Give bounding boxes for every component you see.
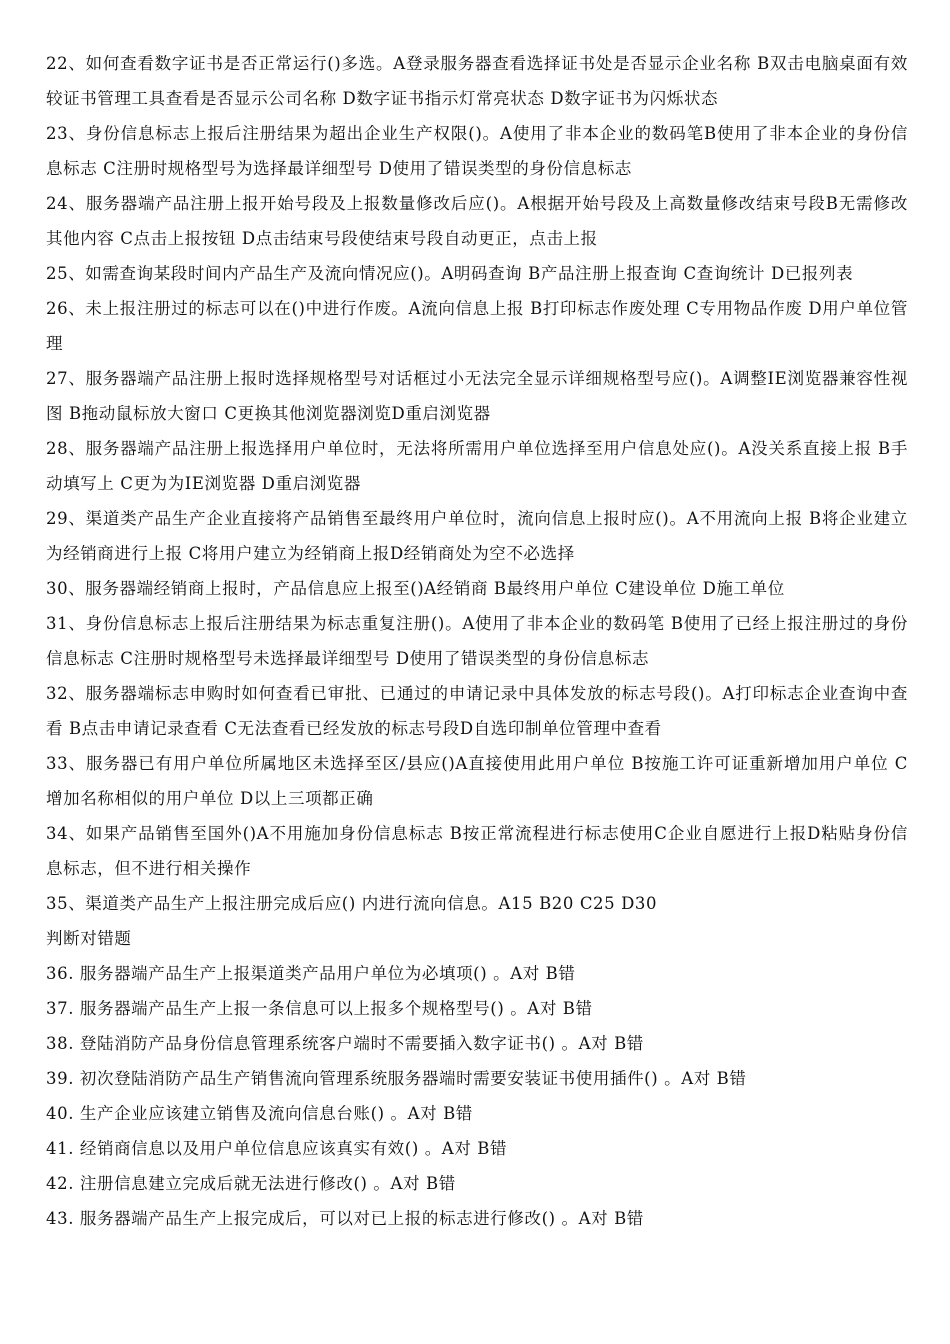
document-page xyxy=(46,46,908,1236)
question-31: 31、身份信息标志上报后注册结果为标志重复注册()。A使用了非本企业的数码笔 B使用了已经上报注册过的身份信息标志 C注册时规格型号未选择最详细型号 D使用了错误类型的身份信息标志 xyxy=(46,614,908,668)
question-24: 24、服务器端产品注册上报开始号段及上报数量修改后应()。A根据开始号段及上高数量修改结束号段B无需修改其他内容 C点击上报按钮 D点击结束号段使结束号段自动更正，点击上报 xyxy=(46,194,908,248)
question-38: 38. 登陆消防产品身份信息管理系统客户端时不需要插入数字证书() 。A对 B错 xyxy=(46,1034,644,1053)
question-28: 28、服务器端产品注册上报选择用户单位时，无法将所需用户单位选择至用户信息处应()。A没关系直接上报 B手动填写上 C更为为IE浏览器 D重启浏览器 xyxy=(46,439,908,493)
question-43: 43. 服务器端产品生产上报完成后，可以对已上报的标志进行修改() 。A对 B错 xyxy=(46,1209,644,1228)
question-37: 37. 服务器端产品生产上报一条信息可以上报多个规格型号() 。A对 B错 xyxy=(46,999,593,1018)
question-25: 25、如需查询某段时间内产品生产及流向情况应()。A明码查询 B产品注册上报查询 C查询统计 D已报列表 xyxy=(46,264,854,283)
question-41: 41. 经销商信息以及用户单位信息应该真实有效() 。A对 B错 xyxy=(46,1139,508,1158)
question-35: 35、渠道类产品生产上报注册完成后应() 内进行流向信息。A15 B20 C25 D30 xyxy=(46,894,658,913)
question-26: 26、未上报注册过的标志可以在()中进行作废。A流向信息上报 B打印标志作废处理 C专用物品作废 D用户单位管理 xyxy=(46,299,908,353)
question-30: 30、服务器端经销商上报时，产品信息应上报至()A经销商 B最终用户单位 C建设单位 D施工单位 xyxy=(46,579,785,598)
question-27: 27、服务器端产品注册上报时选择规格型号对话框过小无法完全显示详细规格型号应()。A调整IE浏览器兼容性视图 B拖动鼠标放大窗口 C更换其他浏览器浏览D重启浏览器 xyxy=(46,369,908,423)
question-42: 42. 注册信息建立完成后就无法进行修改() 。A对 B错 xyxy=(46,1174,456,1193)
question-32: 32、服务器端标志申购时如何查看已审批、已通过的申请记录中具体发放的标志号段()。A打印标志企业查询中查看 B点击申请记录查看 C无法查看已经发放的标志号段D自选印制单位管理中查看 xyxy=(46,684,908,738)
question-33: 33、服务器已有用户单位所属地区未选择至区/县应()A直接使用此用户单位 B按施工许可证重新增加用户单位 C增加名称相似的用户单位 D以上三项都正确 xyxy=(46,754,908,808)
question-22: 22、如何查看数字证书是否正常运行()多选。A登录服务器查看选择证书处是否显示企业名称 B双击电脑桌面有效较证书管理工具查看是否显示公司名称 D数字证书指示灯常亮状态 D数字证书为闪烁状态 xyxy=(46,54,908,108)
question-29: 29、渠道类产品生产企业直接将产品销售至最终用户单位时，流向信息上报时应()。A不用流向上报 B将企业建立为经销商进行上报 C将用户建立为经销商上报D经销商处为空不必选择 xyxy=(46,509,908,563)
question-40: 40. 生产企业应该建立销售及流向信息台账() 。A对 B错 xyxy=(46,1104,473,1123)
section-heading: 判断对错题 xyxy=(46,929,132,948)
question-34: 34、如果产品销售至国外()A不用施加身份信息标志 B按正常流程进行标志使用C企业自愿进行上报D粘贴身份信息标志，但不进行相关操作 xyxy=(46,824,908,878)
question-36: 36. 服务器端产品生产上报渠道类产品用户单位为必填项() 。A对 B错 xyxy=(46,964,576,983)
question-39: 39. 初次登陆消防产品生产销售流向管理系统服务器端时需要安装证书使用插件() 。A对 B错 xyxy=(46,1069,747,1088)
question-23: 23、身份信息标志上报后注册结果为超出企业生产权限()。A使用了非本企业的数码笔B使用了非本企业的身份信息标志 C注册时规格型号为选择最详细型号 D使用了错误类型的身份信息标志 xyxy=(46,124,908,178)
